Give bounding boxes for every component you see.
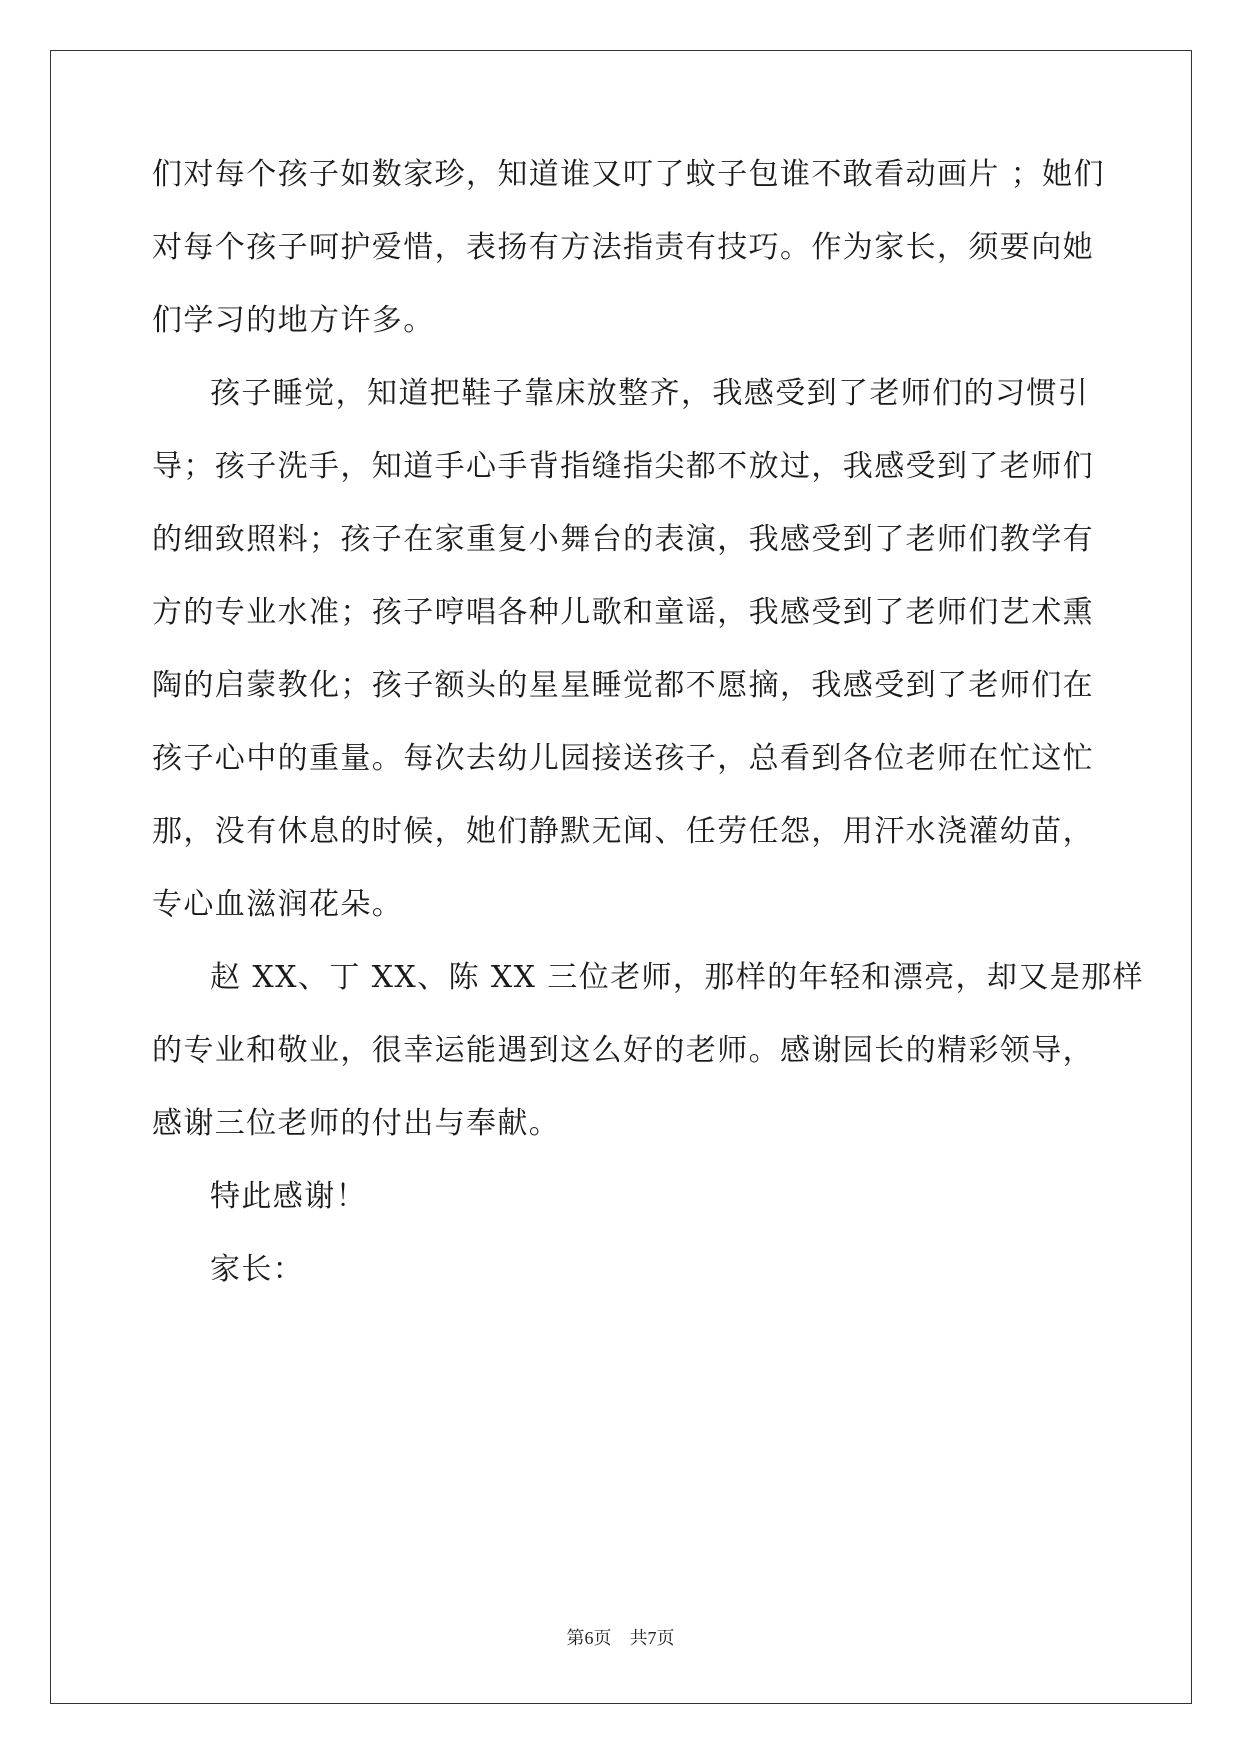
text-line: 的细致照料；孩子在家重复小舞台的表演，我感受到了老师们教学有: [152, 522, 1094, 557]
text-line: 专心血滋润花朵。: [152, 887, 404, 922]
text-line: 的专业和敬业，很幸运能遇到这么好的老师。感谢园长的精彩领导，: [152, 1033, 1094, 1068]
signature-line: 家长：: [210, 1252, 305, 1287]
footer-mid: 页 共: [593, 1628, 648, 1649]
footer-prefix: 第: [566, 1628, 585, 1649]
closing-line: 特此感谢！: [210, 1179, 367, 1214]
page-footer: [0, 1626, 1241, 1651]
total-pages-number: 7: [647, 1628, 657, 1648]
footer-suffix: 页: [656, 1628, 675, 1649]
text-line: 方的专业水准；孩子哼唱各种儿歌和童谣，我感受到了老师们艺术熏: [152, 595, 1094, 630]
text-line: 们学习的地方许多。: [152, 303, 435, 338]
paragraph-start-line: 赵 XX、丁 XX、陈 XX 三位老师，那样的年轻和漂亮，却又是那样: [210, 960, 1144, 995]
text-line: 们对每个孩子如数家珍，知道谁又叮了蚊子包谁不敢看动画片 ；她们: [152, 157, 1105, 192]
text-line: 导；孩子洗手，知道手心手背指缝指尖都不放过，我感受到了老师们: [152, 449, 1094, 484]
current-page-number: 6: [584, 1628, 594, 1648]
text-line: 对每个孩子呵护爱惜，表扬有方法指责有技巧。作为家长，须要向她: [152, 230, 1094, 265]
text-line: 陶的启蒙教化；孩子额头的星星睡觉都不愿摘，我感受到了老师们在: [152, 668, 1094, 703]
text-line: 孩子心中的重量。每次去幼儿园接送孩子，总看到各位老师在忙这忙: [152, 741, 1094, 776]
paragraph-start-line: 孩子睡觉，知道把鞋子靠床放整齐，我感受到了老师们的习惯引: [210, 376, 1090, 411]
text-line: 那，没有休息的时候，她们静默无闻、任劳任怨，用汗水浇灌幼苗，: [152, 814, 1094, 849]
text-line: 感谢三位老师的付出与奉献。: [152, 1106, 561, 1141]
